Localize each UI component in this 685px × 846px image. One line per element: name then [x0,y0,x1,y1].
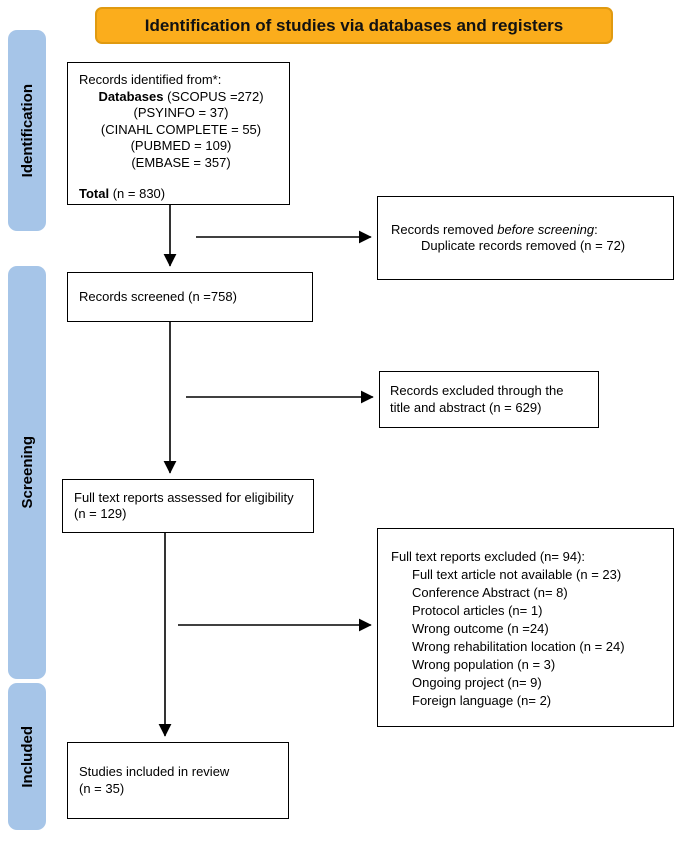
embase-count: (EMBASE = 357) [131,154,231,170]
database-line-scopus [79,89,283,106]
exclusion-reason: Protocol articles (n= 1) [412,603,543,618]
records-screened-line: Records screened (n =758) [79,288,237,304]
databases-label: Databases [98,88,164,104]
fulltext-assessed-box [62,479,314,533]
database-counts [79,89,283,172]
studies-included-line1: Studies included in review [79,764,230,779]
exclusion-reason: Wrong rehabilitation location (n = 24) [412,639,625,654]
cinahl-count: (CINAHL COMPLETE = 55) [100,121,262,137]
records-identified-box [67,62,290,205]
records-removed-text: Records removed [391,221,498,237]
studies-included-line2: (n = 35) [79,780,125,796]
phase-label-identification: Identification [18,83,36,178]
phase-bar-included [8,683,46,830]
total-count: (n = 830) [112,186,166,201]
psyinfo-count: (PSYINFO = 37) [133,105,229,120]
diagram-title: Identification of studies via databases and registers [144,15,564,35]
exclusion-reason: Foreign language (n= 2) [412,693,552,708]
before-screening-italic: before screening [497,221,595,237]
exclusion-reason: Full text article not available (n = 23) [412,567,622,582]
phase-bar-identification [8,30,46,231]
fulltext-assessed-line1: Full text reports assessed for eligibility [74,489,294,505]
excluded-ta-line2: title and abstract (n = 629) [390,399,542,415]
records-excluded-title-abstract-box [379,371,599,428]
exclusion-reason: Wrong outcome (n =24) [412,621,549,636]
records-removed-heading [391,222,665,239]
exclusion-reason: Conference Abstract (n= 8) [412,585,568,600]
fulltext-excluded-box [377,528,674,727]
duplicates-removed-line: Duplicate records removed (n = 72) [421,238,626,253]
excluded-ta-line1: Records excluded through the [390,383,564,398]
colon: : [594,221,598,237]
exclusion-reason: Wrong population (n = 3) [412,657,556,672]
exclusion-reason: Ongoing project (n= 9) [412,675,542,690]
total-count-line [79,186,283,203]
records-removed-box [377,196,674,280]
diagram-title-banner [95,7,613,44]
phase-label-screening: Screening [18,436,36,509]
scopus-count: (SCOPUS =272) [163,88,264,104]
studies-included-box [67,742,289,819]
phase-bar-screening [8,266,46,679]
records-identified-heading: Records identified from*: [79,72,222,87]
records-screened-box [67,272,313,322]
fulltext-excluded-heading: Full text reports excluded (n= 94): [391,549,586,564]
fulltext-assessed-line2: (n = 129) [74,506,127,521]
phase-label-included: Included [18,725,36,788]
total-label: Total [79,186,110,201]
pubmed-count: (PUBMED = 109) [130,138,232,153]
